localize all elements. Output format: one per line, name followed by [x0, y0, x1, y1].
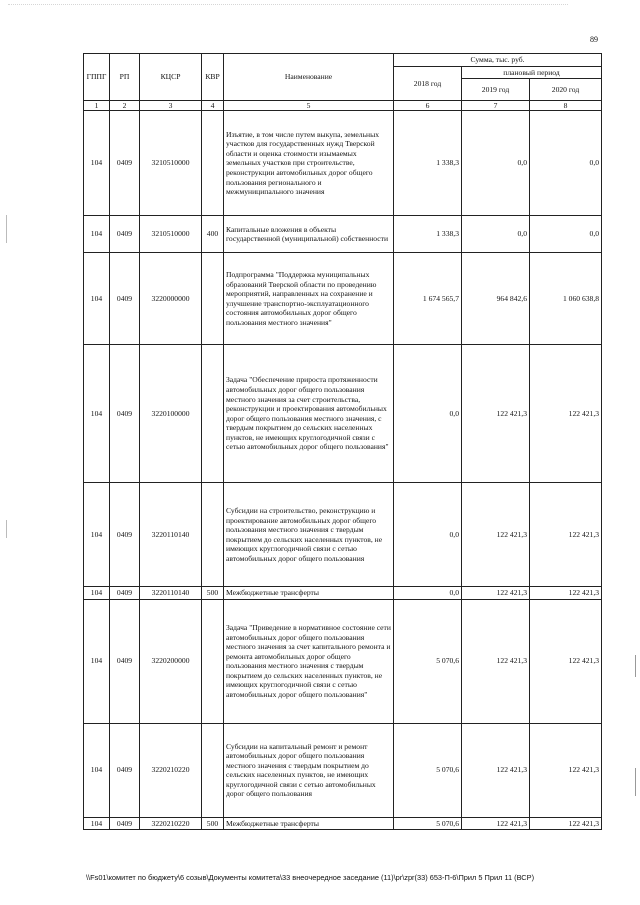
col-number: 2: [110, 101, 140, 111]
table-row: [84, 817, 602, 830]
cell-kvr: [202, 723, 224, 817]
cell-2018: 1 338,3: [394, 111, 462, 216]
table-row: [84, 216, 602, 253]
cell-kcsr: 3210510000: [140, 216, 202, 253]
header-kvr: КВР: [202, 54, 224, 101]
cell-gppg: 104: [84, 111, 110, 216]
cell-gppg: 104: [84, 483, 110, 587]
cell-kvr: [202, 483, 224, 587]
col-number: 1: [84, 101, 110, 111]
page-number: 89: [590, 35, 598, 44]
header-kcsr: КЦСР: [140, 54, 202, 101]
cell-2019: 0,0: [462, 111, 530, 216]
cell-2020: 122 421,3: [530, 599, 602, 723]
cell-rp: 0409: [110, 111, 140, 216]
cell-2019: 122 421,3: [462, 599, 530, 723]
cell-name: Межбюджетные трансферты: [224, 817, 394, 830]
table-row: [84, 345, 602, 483]
cell-2018: 0,0: [394, 483, 462, 587]
cell-2018: 5 070,6: [394, 723, 462, 817]
cell-kvr: [202, 345, 224, 483]
col-number: 8: [530, 101, 602, 111]
cell-gppg: 104: [84, 817, 110, 830]
cell-kcsr: 3220110140: [140, 483, 202, 587]
table-row: [84, 253, 602, 345]
header-2018: 2018 год: [394, 66, 462, 101]
cell-2018: 0,0: [394, 345, 462, 483]
table-row: [84, 587, 602, 600]
cell-gppg: 104: [84, 599, 110, 723]
cell-2018: 1 674 565,7: [394, 253, 462, 345]
cell-name: Задача "Приведение в нормативное состояние сети автомобильных дорог общего пользования местного значения за счет капитального ремонта и ремонта автомобильных дорог общего пользования местного значения с твердым покрытием до сельских населенных пунктов, не имеющих круглогодичной связи с сетью автомобильных дорог общего пользования": [224, 599, 394, 723]
cell-2018: 5 070,6: [394, 817, 462, 830]
cell-2020: 122 421,3: [530, 817, 602, 830]
cell-rp: 0409: [110, 345, 140, 483]
header-sum: Сумма, тыс. руб.: [394, 54, 602, 67]
header-2019: 2019 год: [462, 79, 530, 101]
header-rp: РП: [110, 54, 140, 101]
cell-2019: 0,0: [462, 216, 530, 253]
cell-kcsr: 3220100000: [140, 345, 202, 483]
cell-rp: 0409: [110, 723, 140, 817]
cell-kcsr: 3220210220: [140, 723, 202, 817]
scan-artifact-right: [635, 655, 636, 677]
col-number: 3: [140, 101, 202, 111]
cell-kvr: [202, 599, 224, 723]
header-planned-period: плановый период: [462, 66, 602, 79]
file-path-footer: \\Fs01\комитет по бюджету\6 созыв\Документы комитета\33 внеочередное заседание (11)\pr\zpr(33) 653-П-6\Прил 5 Прил 11 (ВСР): [86, 873, 535, 882]
table-row: [84, 723, 602, 817]
column-number-row: [84, 101, 602, 111]
cell-gppg: 104: [84, 723, 110, 817]
cell-2019: 122 421,3: [462, 817, 530, 830]
table-row: [84, 111, 602, 216]
col-number: 4: [202, 101, 224, 111]
cell-kvr: [202, 253, 224, 345]
cell-rp: 0409: [110, 587, 140, 600]
cell-name: Субсидии на строительство, реконструкцию и проектирование автомобильных дорог общего пользования местного значения с твердым покрытием до сельских населенных пунктов, не имеющих круглогодичной связи с сетью автомобильных дорог общего пользования: [224, 483, 394, 587]
cell-2019: 964 842,6: [462, 253, 530, 345]
cell-name: Субсидии на капитальный ремонт и ремонт автомобильных дорог общего пользования местного значения с твердым покрытием до сельских населенных пунктов, не имеющих круглогодичной связи с сетью автомобильных дорог общего пользования: [224, 723, 394, 817]
cell-gppg: 104: [84, 216, 110, 253]
scan-artifact-left: [6, 520, 7, 538]
table-row: [84, 599, 602, 723]
scan-artifact-right: [635, 768, 636, 796]
header-gppg: ГППГ: [84, 54, 110, 101]
scan-artifact-top: [8, 4, 568, 9]
cell-2018: 5 070,6: [394, 599, 462, 723]
cell-rp: 0409: [110, 483, 140, 587]
cell-kvr: 500: [202, 817, 224, 830]
cell-kcsr: 3220210220: [140, 817, 202, 830]
cell-kcsr: 3210510000: [140, 111, 202, 216]
cell-2018: 1 338,3: [394, 216, 462, 253]
cell-rp: 0409: [110, 817, 140, 830]
header-name: Наименование: [224, 54, 394, 101]
scan-artifact-left: [6, 215, 7, 243]
cell-name: Задача "Обеспечение прироста протяженности автомобильных дорог общего пользования местного значения за счет строительства, реконструкции и проектирования автомобильных дорог общего пользования местного значения, с твердым покрытием до сельских населенных пунктов, не имеющих круглогодичной связи с сетью автомобильных дорог общего пользования": [224, 345, 394, 483]
cell-name: Изъятие, в том числе путем выкупа, земельных участков для государственных нужд Тверской области и оценка стоимости изымаемых земельных участков при строительстве, реконструкции автомобильных дорог общего пользования регионального и межмуниципального значения: [224, 111, 394, 216]
cell-name: Капитальные вложения в объекты государственной (муниципальной) собственности: [224, 216, 394, 253]
cell-kcsr: 3220200000: [140, 599, 202, 723]
cell-name: Подпрограмма "Поддержка муниципальных образований Тверской области по проведению мероприятий, направленных на сохранение и улучшение транспортно-эксплуатационного состояния автомобильных дорог общего пользования местного значения": [224, 253, 394, 345]
cell-kvr: 400: [202, 216, 224, 253]
cell-2019: 122 421,3: [462, 587, 530, 600]
cell-gppg: 104: [84, 587, 110, 600]
cell-kvr: [202, 111, 224, 216]
cell-2019: 122 421,3: [462, 483, 530, 587]
cell-2020: 1 060 638,8: [530, 253, 602, 345]
cell-2020: 122 421,3: [530, 483, 602, 587]
cell-name: Межбюджетные трансферты: [224, 587, 394, 600]
cell-rp: 0409: [110, 599, 140, 723]
cell-kcsr: 3220110140: [140, 587, 202, 600]
col-number: 6: [394, 101, 462, 111]
cell-2020: 0,0: [530, 111, 602, 216]
table-row: [84, 483, 602, 587]
cell-2020: 122 421,3: [530, 723, 602, 817]
budget-table: [83, 53, 602, 830]
cell-2020: 0,0: [530, 216, 602, 253]
cell-2020: 122 421,3: [530, 587, 602, 600]
cell-kvr: 500: [202, 587, 224, 600]
cell-gppg: 104: [84, 253, 110, 345]
cell-kcsr: 3220000000: [140, 253, 202, 345]
cell-2019: 122 421,3: [462, 723, 530, 817]
cell-rp: 0409: [110, 253, 140, 345]
cell-2019: 122 421,3: [462, 345, 530, 483]
cell-rp: 0409: [110, 216, 140, 253]
cell-gppg: 104: [84, 345, 110, 483]
cell-2018: 0,0: [394, 587, 462, 600]
col-number: 7: [462, 101, 530, 111]
col-number: 5: [224, 101, 394, 111]
cell-2020: 122 421,3: [530, 345, 602, 483]
header-2020: 2020 год: [530, 79, 602, 101]
